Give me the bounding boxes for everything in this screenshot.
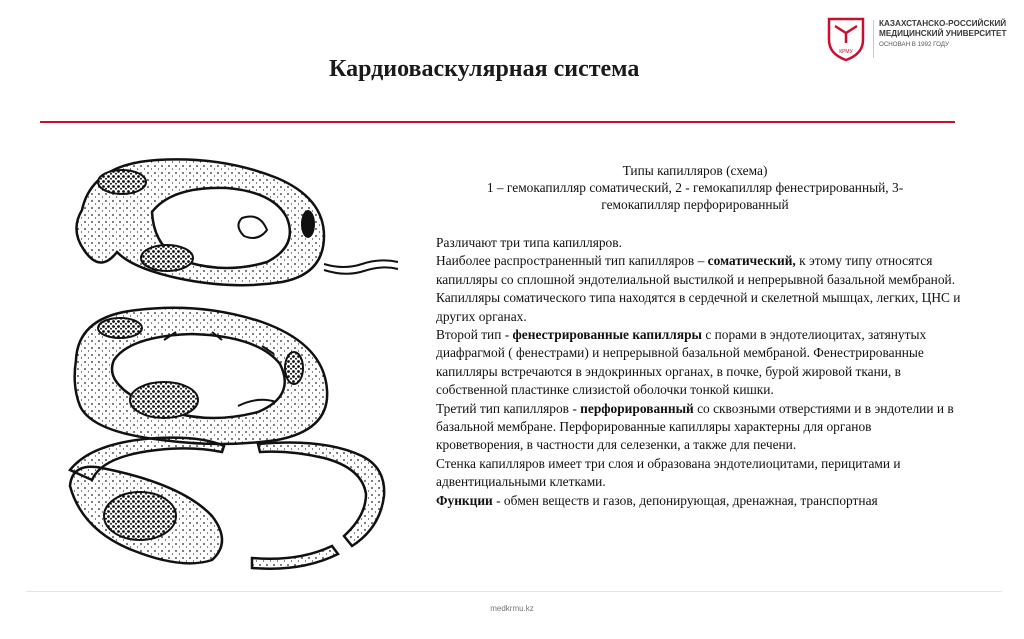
caption-line-3: гемокапилляр перфорированный — [601, 197, 789, 212]
shield-logo-icon — [826, 16, 866, 62]
somatic-capillary — [76, 159, 398, 285]
perforated-capillary — [70, 438, 384, 569]
logo-line-2: МЕДИЦИНСКИЙ УНИВЕРСИТЕТ — [879, 29, 1007, 38]
title-divider — [40, 121, 955, 123]
paragraph-fenestrated: Второй тип - фенестрированные капилляры с порами в эндотелиоцитах, затянутых диафрагмой ( фенестрами) и непрерывной базальной мембраной. Фенестрированные капилляры встречаются в эндокринных органах, в почке, бурой жировой ткани, в собственной пластинке слизистой оболочки тонкой кишки. — [436, 327, 927, 398]
logo-line-1: КАЗАХСТАНСКО-РОССИЙСКИЙ — [879, 19, 1007, 28]
logo-founded: ОСНОВАН В 1992 ГОДУ — [879, 41, 949, 48]
footer-url: medkrmu.kz — [490, 604, 534, 613]
logo-badge: КРМУ — [839, 49, 853, 55]
university-logo — [826, 16, 1016, 64]
caption-title: Типы капилляров (схема) — [622, 163, 768, 178]
term-somatic: соматический, — [707, 253, 796, 269]
paragraph-functions: Функции - обмен веществ и газов, депонирующая, дренажная, транспортная — [436, 492, 878, 508]
paragraph-perforated: Третий тип капилляров - перфорированный со сквозными отверстиями и в эндотелии и в базальной мембране. Перфорированные капилляры характерны для органов кроветворения, в частности для селезенки, а также для печени. — [436, 400, 954, 453]
logo-divider — [873, 20, 874, 58]
fenestrated-capillary — [75, 308, 327, 444]
term-perforated: перфорированный — [580, 400, 694, 416]
logo-text — [879, 19, 1007, 51]
footer-divider — [26, 591, 1002, 592]
paragraph-intro: Различают три типа капилляров. — [436, 235, 622, 250]
body-text — [436, 234, 961, 510]
paragraph-somatic: Наиболее распространенный тип капилляров – соматический, к этому типу относятся капилляры со сплошной эндотелиальной выстилкой и непрерывной базальной мембраной. Капилляры соматического типа находятся в сердечной и скелетной мышцах, легких, ЦНС и других органах. — [436, 253, 961, 324]
page-title: Кардиоваскулярная система — [329, 56, 640, 82]
paragraph-wall: Стенка капилляров имеет три слоя и образована эндотелиоцитами, перицитами и адвентициальными клетками. — [436, 455, 901, 490]
term-fenestrated: фенестрированные капилляры — [512, 327, 702, 343]
caption-line-2: 1 – гемокапилляр соматический, 2 - гемокапилляр фенестрированный, 3- — [486, 180, 904, 195]
term-functions: Функции — [436, 492, 493, 508]
figure-caption — [455, 162, 935, 213]
capillary-types-illustration — [62, 150, 410, 582]
